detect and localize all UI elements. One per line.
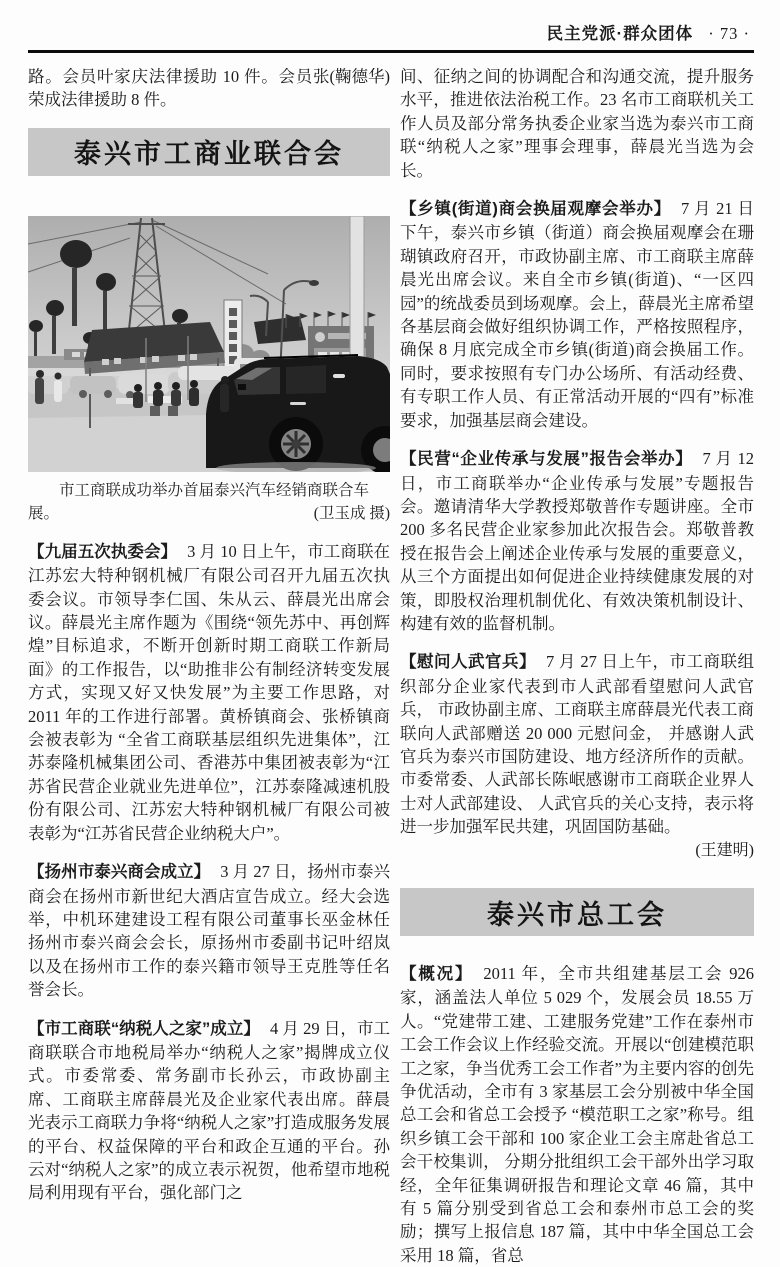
entry-heading: 【扬州市泰兴商会成立】 [28,863,211,882]
author-signature: (王建明) [695,841,754,859]
entry-jiuwuzhiweihui [28,540,390,845]
photo-credit: (卫玉成 摄) [313,504,390,522]
running-head-title: 民主党派·群众团体 [546,25,694,43]
entry-weiwen-renwu [400,650,754,838]
entry-body: 3 月 27 日，扬州市泰兴商会在扬州市新世纪大酒店宣告成立。经大会选举，中机环建建设工程有限公司董事长巫金林任扬州市泰兴商会会长，原扬州市委副书记叶绍岚以及在扬州市工作的泰兴籍市领导王克胜等任名誉会长。 [28,862,391,1000]
entry-body: 7 月 27 日上午，市工商联组织部分企业家代表到市人武部看望慰问人武官兵， 市政协副主席、工商联主席薛晨光代表工商联向人武部赠送 20 000 元慰问金， 并感谢人武官兵为泰兴市国防建设、地方经济所作的贡献。市委常委、人武部长陈岷感谢市工商联企业界人士对人武部建设、 人武官兵的关心支持，表示将进一步加强军民共建，巩固国防基础。 [400,652,755,837]
section-header-gongshanglian [28,128,390,176]
photo-caption [28,479,390,525]
lamp-head [309,280,319,286]
paragraph-text: 间、征纳之间的协调配合和沟通交流，提升服务水平，推进依法治税工作。23 名市工商联机关工作人员及部分常务执委企业家当选为泰兴市工商联“纳税人之家”理事会理事，薛晨光当选为会长。 [400,67,754,180]
entry-heading: 【概况】 [400,965,474,983]
caption-text-end: 展。 [28,504,60,522]
entry-yangzhou-shanghui [28,860,390,1001]
entry-heading: 【乡镇(街道)商会换届观摩会举办】 [400,200,671,219]
right-column [400,65,754,1267]
entry-heading: 【市工商联“纳税人之家”成立】 [28,1019,260,1038]
entry-body: 4 月 29 日，市工商联联合市地税局举办“纳税人之家”揭牌成立仪式。市委常委、常务副市长孙云，市政协副主席、工商联主席薛晨光及企业家代表出席。薛晨光表示工商联力争将“纳税人之家”打造成服务发展的平台、权益保障的平台和政企互通的平台。孙云对“纳税人之家”的成立表示祝贺，他希望市地税局利用现有平台，强化部门之 [28,1018,390,1203]
entry-heading: 【慰问人武官兵】 [400,653,536,672]
continuation-paragraph [28,65,390,112]
section-header-zonggonghui [400,888,754,936]
entry-shanghui-huanjie [400,197,754,432]
entry-body: 2011 年，全市共组建基层工会 926 家，涵盖法人单位 5 029 个，发展会员 18.55 万人。“党建带工建、工建服务党建”工作在泰州市工会工作会议上作经验交流。开展以“创建模范职工之家，争当优秀工会工作者”为主要内容的创先争优活动，全市有 3 家基层工会分别被中华全国总工会和省总工会授予 “模范职工之家”称号。组织乡镇工会干部和 100 家企业工会主席赴省总工会干校集训， 分期分批组织工会干部外出学习取经，全年征集调研报告和理论文章 46 篇，其中有 5 篇分别受到省总工会和泰州市总工会的奖励；撰写上报信息 187 篇，其中中华全国总工会采用 18 篇，省总 [400,964,755,1265]
two-column-layout [0,53,780,1267]
entry-nashuiren-zhijia [28,1017,390,1205]
entry-qiye-chuancheng [400,447,754,635]
section-header-label: 泰兴市工商业联合会 [74,139,344,170]
section-header-label: 泰兴市总工会 [487,899,667,930]
page-number: · 73 · [708,24,750,43]
paragraph-text: 路。会员叶家庆法律援助 10 件。会员张荣成法律援助 8 件。 [28,67,330,110]
entry-gaikuang [400,962,754,1267]
caption-text: 市工商联成功举办首届泰兴汽车经销商联合车 [59,481,370,499]
white-pole [350,216,364,360]
continuation-paragraph-right [400,65,754,182]
entry-heading: 【九届五次执委会】 [28,542,178,561]
author-signature: (鞠德华) [329,67,390,86]
entry-body: 7 月 12 日，市工商联举办“企业传承与发展”专题报告会。邀请清华大学教授郑敬普作专题讲座。全市 200 多名民营企业家参加此次报告会。郑敬普教授在报告会上阐述企业传承与发展的重要意义， 从三个方面提出如何促进企业持续健康发展的对策，即股权治理机制优化、有效决策机制设计、构建有效的监督机制。 [400,449,755,633]
entry-heading: 【民营“企业传承与发展”报告会举办】 [400,450,693,469]
event-photo [28,216,390,472]
entry-body: 7 月 21 日下午，泰兴市乡镇（街道）商会换届观摩会在珊瑚镇政府召开，市政协副主席、市工商联主席薛晨光出席会议。来自全市乡镇(街道)、“一区四园”的统战委员到场观摩。会上，薛晨光主席希望各基层商会做好组织协调工作，严格按照程序，确保 8 月底完成全市乡镇(街道)商会换届工作。同时，要求按照有专门办公场所、有活动经费、有专职工作人员、有正常活动开展的“四有”标准要求，加强基层商会建设。 [400,199,754,430]
entry-body: 3 月 10 日上午，市工商联在江苏宏大特种钢机械厂有限公司召开九届五次执委会议。市领导李仁国、朱从云、薛晨光出席会议。薛晨光主席作题为《围绕“领先苏中、再创辉煌”目标追求，不断开创新时期工商联工作新局面》的工作报告，以“助推非公有制经济转变发展方式，实现又好又快发展”为主要工作思路，对 2011 年的工作进行部署。黄桥镇商会、张桥镇商会被表彰为 “全省工商联基层组织先进集体”，江苏泰隆机械集团公司、香港苏中集团被表彰为“江苏省民营企业就业先进单位”，江苏泰隆减速机股份有限公司、江苏宏大特种钢机械厂有限公司被表彰为“江苏省民营企业纳税大户”。 [28,541,391,843]
left-column [28,65,390,1267]
page-header [0,0,780,50]
